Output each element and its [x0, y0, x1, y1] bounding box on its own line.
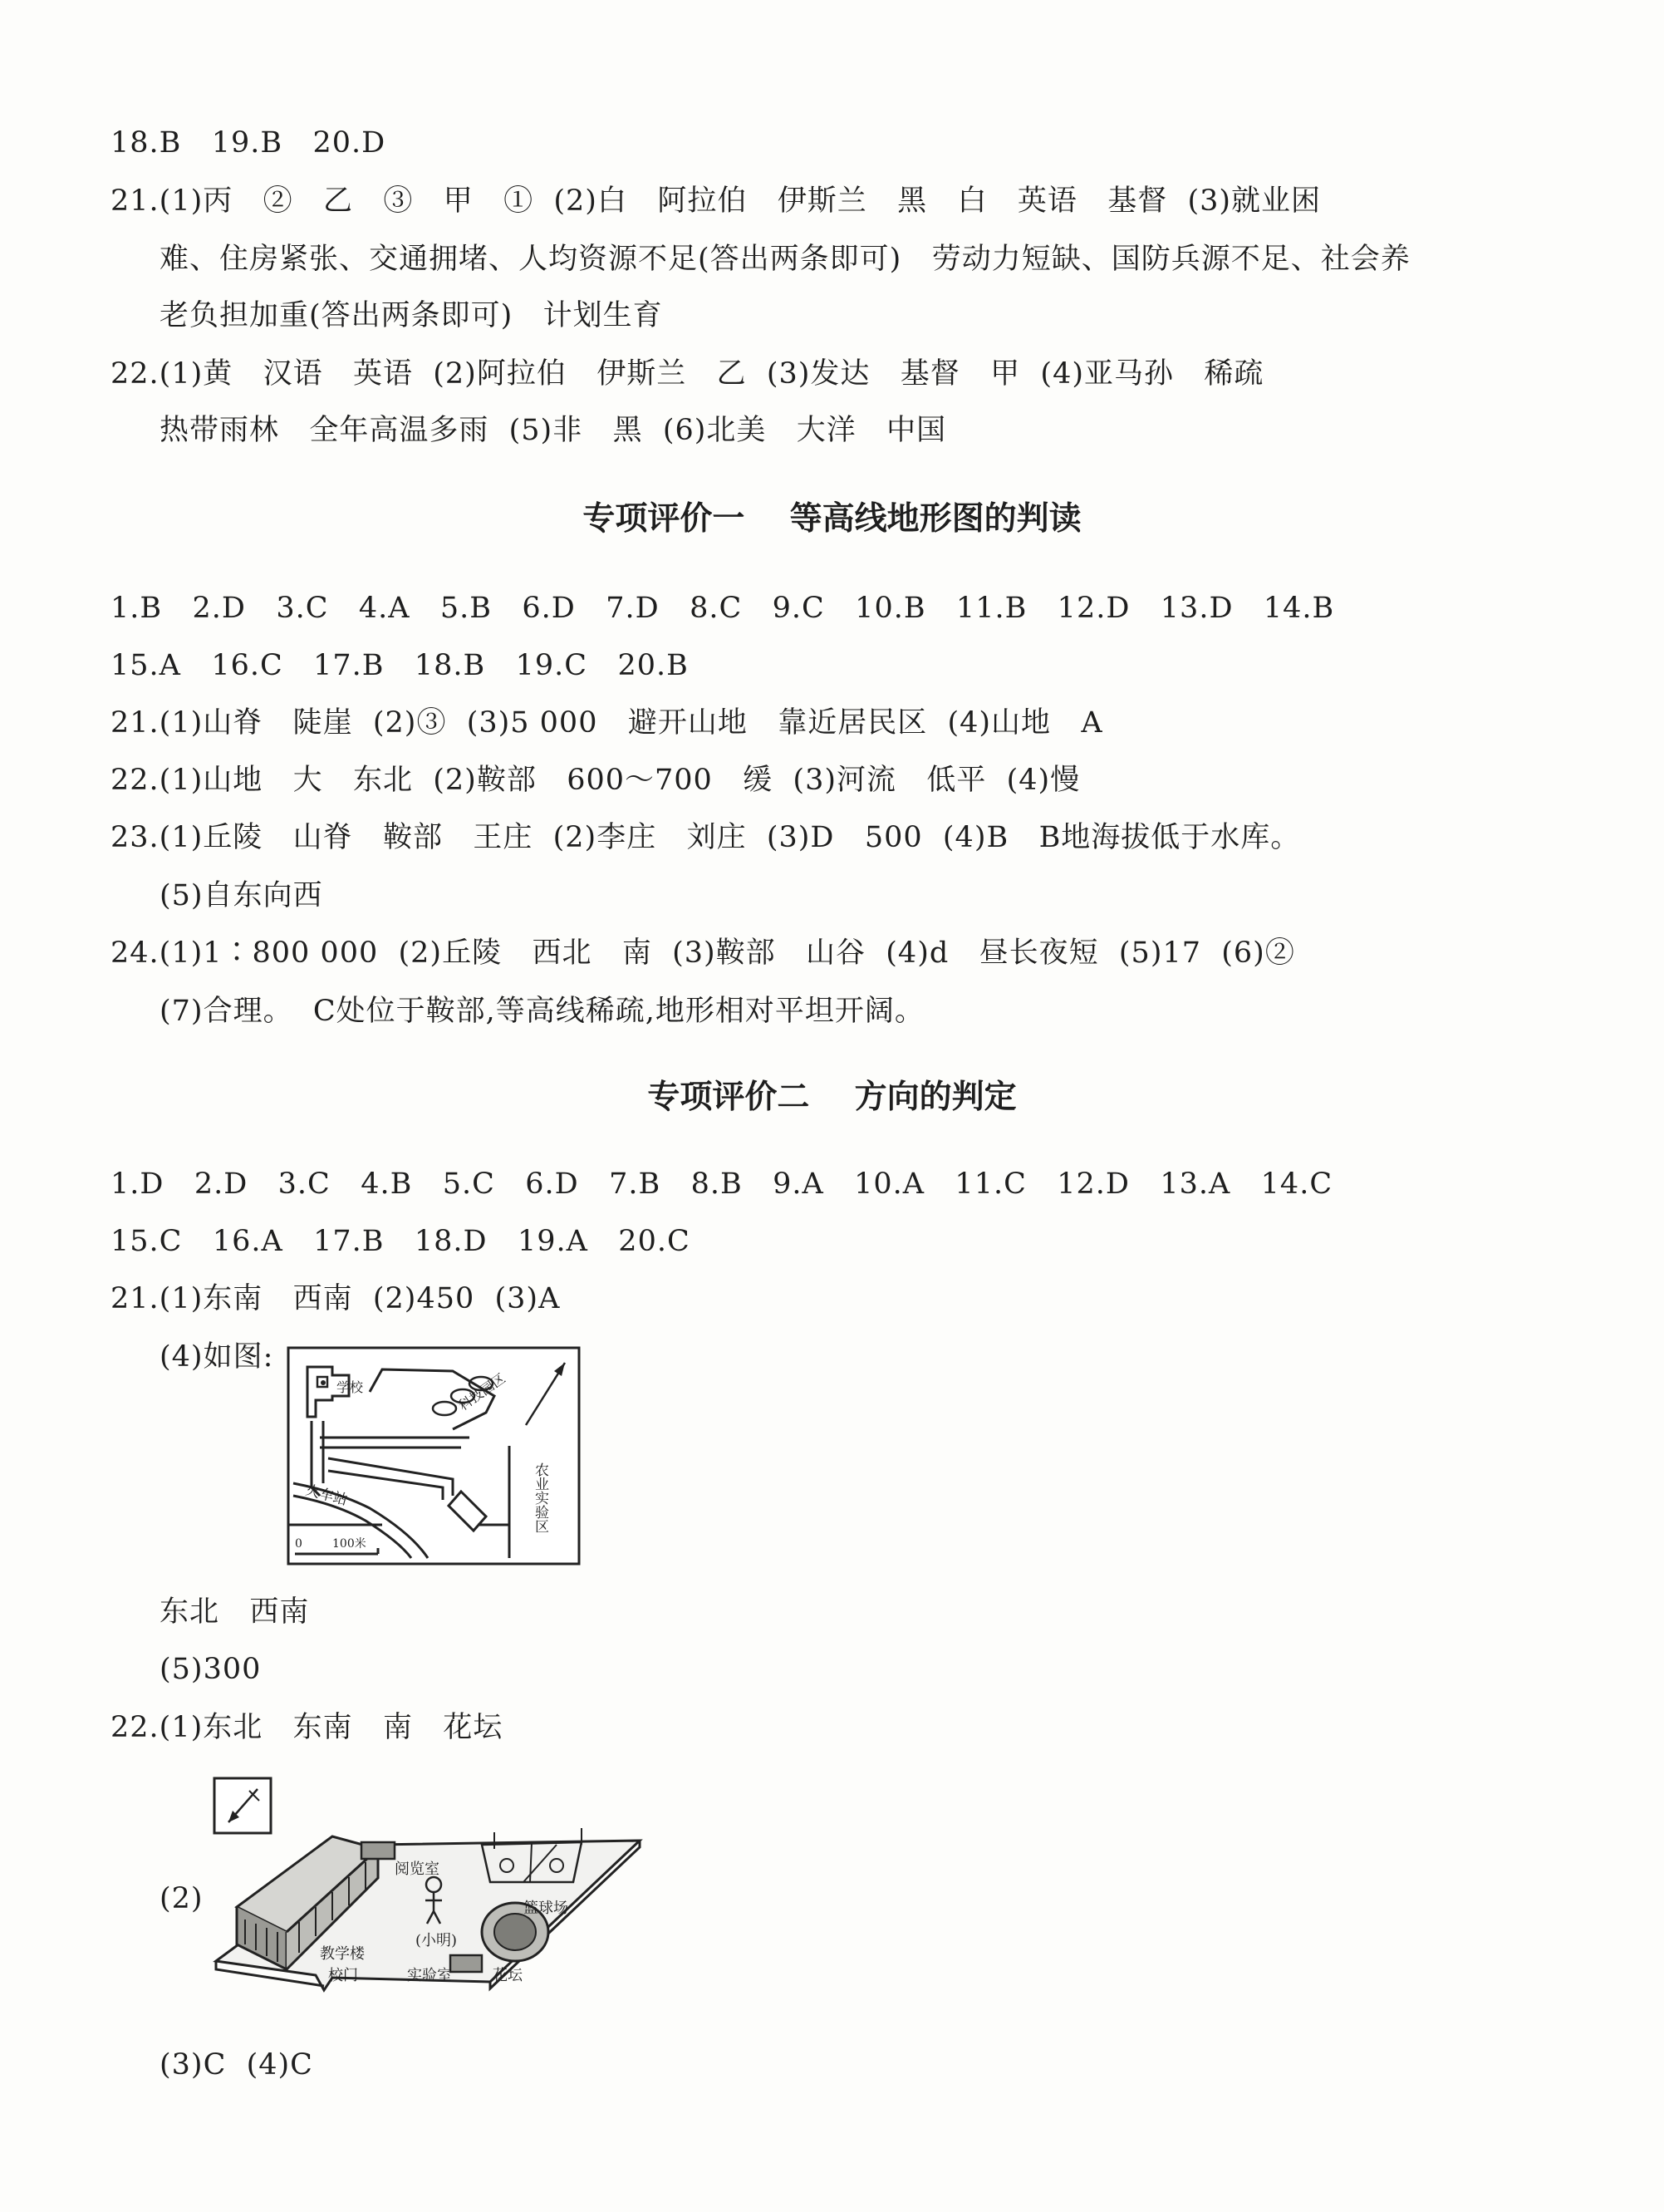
section-title: 专项评价一 等高线地形图的判读	[582, 500, 1082, 538]
answer-line: 1.B 2.D 3.C 4.A 5.B 6.D 7.D 8.C 9.C 10.B 11.B 12.D 13.D 14.B	[110, 592, 1335, 625]
answer-line: 18.B 19.B 20.D	[110, 126, 386, 160]
answer-line: 21.(1)丙 ② 乙 ③ 甲 ① (2)白 阿拉伯 伊斯兰 黑 白 英语 基督 (3)就业困	[110, 184, 1322, 218]
answer-line: 23.(1)丘陵 山脊 鞍部 王庄 (2)李庄 刘庄 (3)D 500 (4)B B地海拔低于水库。	[110, 821, 1301, 854]
farm-label: 农业实验区	[532, 1462, 548, 1533]
teaching-building-label: 教学楼	[320, 1945, 365, 1963]
answer-line: 24.(1)1∶800 000 (2)丘陵 西北 南 (3)鞍部 山谷 (4)d 昼长夜短 (5)17 (6)②	[110, 936, 1295, 970]
scale-distance: 100米	[332, 1537, 366, 1551]
tech-park-label: 科技园区	[455, 1369, 508, 1414]
reading-room-label: 阅览室	[395, 1861, 439, 1878]
answer-line: 22.(1)山地 大 东北 (2)鞍部 600～700 缓 (3)河流 低平 (4)慢	[110, 764, 1081, 797]
answer-line: (5)300	[160, 1653, 262, 1686]
answer-line: (4)如图:	[160, 1340, 274, 1374]
answer-line: 15.C 16.A 17.B 18.D 19.A 20.C	[110, 1225, 690, 1258]
school-label: 学校	[336, 1379, 364, 1395]
answer-line: 热带雨林 全年高温多雨 (5)非 黑 (6)北美 大洋 中国	[160, 414, 947, 447]
scale-zero: 0	[295, 1537, 302, 1551]
school-3d-figure	[208, 1766, 660, 2003]
answer-line: (7)合理。 C处位于鞍部,等高线稀疏,地形相对平坦开阔。	[160, 995, 925, 1028]
answer-line: (3)C (4)C	[160, 2048, 313, 2082]
answer-line: 21.(1)山脊 陡崖 (2)③ (3)5 000 避开山地 靠近居民区 (4)山地 A	[110, 706, 1103, 740]
answer-line: 东北 西南	[160, 1595, 310, 1629]
basketball-label: 篮球场	[523, 1900, 568, 1917]
school-gate-label: 校门	[328, 1967, 358, 1984]
xiaoming-label: (小明)	[415, 1932, 458, 1949]
answer-line: 22.(1)东北 东南 南 花坛	[110, 1711, 503, 1744]
answer-line: (5)自东向西	[160, 879, 323, 912]
lab-label: 实验室	[407, 1967, 452, 1984]
section-title: 专项评价二 方向的判定	[647, 1079, 1017, 1116]
campus-map-figure	[287, 1346, 582, 1566]
answer-line: 难、住房紧张、交通拥堵、人均资源不足(答出两条即可) 劳动力短缺、国防兵源不足、社会养	[160, 243, 1411, 276]
answer-line: 21.(1)东南 西南 (2)450 (3)A	[110, 1282, 561, 1315]
answer-line: 老负担加重(答出两条即可) 计划生育	[160, 299, 663, 332]
answer-line: 1.D 2.D 3.C 4.B 5.C 6.D 7.B 8.B 9.A 10.A 11.C 12.D 13.A 14.C	[110, 1167, 1333, 1201]
answer-line: 22.(1)黄 汉语 英语 (2)阿拉伯 伊斯兰 乙 (3)发达 基督 甲 (4)亚马孙 稀疏	[110, 357, 1264, 391]
answer-line: (2)	[160, 1882, 204, 1915]
station-label: 火车站	[303, 1482, 350, 1510]
flower-bed-label: 花坛	[493, 1967, 523, 1984]
answer-line: 15.A 16.C 17.B 18.B 19.C 20.B	[110, 649, 689, 682]
